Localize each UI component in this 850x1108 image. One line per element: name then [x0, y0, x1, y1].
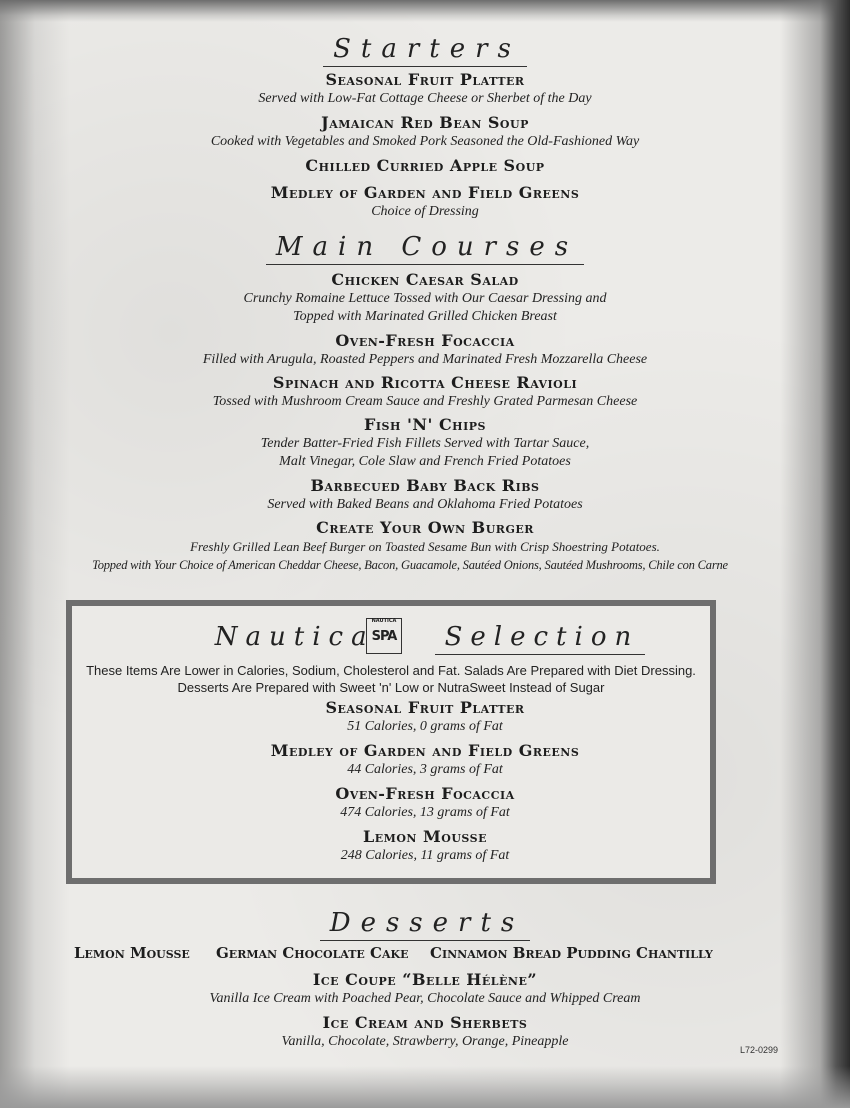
starter-item: Seasonal Fruit Platter Served with Low-Fat Cottage Cheese or Sherbet of the Day [258, 70, 592, 106]
page-edge-bottom [0, 1066, 850, 1108]
nautica-item: Lemon Mousse 248 Calories, 11 grams of Fat [340, 827, 510, 863]
nautica-item: Seasonal Fruit Platter 51 Calories, 0 grams of Fat [325, 698, 525, 734]
menu-code: L72-0299 [740, 1045, 779, 1055]
main-course-item: Chicken Caesar Salad Crunchy Romaine Lettuce Tossed with Our Caesar Dressing and Topped with Marinated Grilled Chicken Breast [243, 270, 607, 324]
main-course-item: Barbecued Baby Back Ribs Served with Baked Beans and Oklahoma Fried Potatoes [267, 476, 583, 512]
dessert-item: Ice Cream and Sherbets Vanilla, Chocolate, Strawberry, Orange, Pineapple [281, 1013, 569, 1049]
starter-item: Chilled Curried Apple Soup [305, 156, 545, 175]
dessert-item: Ice Coupe “Belle Hélène” Vanilla Ice Cream with Poached Pear, Chocolate Sauce and Whipped Cream [209, 970, 641, 1006]
main-course-item: Fish 'N' Chips Tender Batter-Fried Fish Fillets Served with Tartar Sauce, Malt Vinegar, Cole Slaw and French Fried Potatoes [260, 415, 590, 469]
nautica-item: Medley of Garden and Field Greens 44 Calories, 3 grams of Fat [270, 741, 580, 777]
main-course-item: Oven-Fresh Focaccia Filled with Arugula, Roasted Peppers and Marinated Fresh Mozzarella Cheese [202, 331, 648, 367]
desserts-heading: Desserts [0, 908, 850, 938]
nautica-note-line-2: Desserts Are Prepared with Sweet 'n' Low or NutraSweet Instead of Sugar [177, 680, 605, 695]
nautica-item: Oven-Fresh Focaccia 474 Calories, 13 grams of Fat [335, 784, 515, 820]
starters-heading: Starters [0, 34, 850, 64]
page-edge-top [0, 0, 850, 22]
dessert-row [0, 944, 850, 966]
starter-item: Medley of Garden and Field Greens Choice of Dressing [270, 183, 580, 219]
main-courses-heading: Main Courses [0, 232, 850, 262]
main-course-item: Create Your Own Burger Freshly Grilled Lean Beef Burger on Toasted Sesame Bun with Crisp Shoestring Potatoes. Topped with Your Choice of American Cheddar Cheese, Bacon, Guacamole, Sautéed Onions, Sautéed Mushrooms, Chile con Carne [92, 518, 728, 572]
main-course-item: Spinach and Ricotta Cheese Ravioli Tossed with Mushroom Cream Sauce and Freshly Grated Parmesan Cheese [212, 373, 638, 409]
nautica-spa-logo: NAUTICA SPA [366, 618, 402, 654]
dessert-item: Lemon Mousse [74, 944, 190, 962]
nautica-heading: Nautica Selection [0, 622, 850, 652]
dessert-item: German Chocolate Cake [216, 944, 409, 962]
nautica-note-line-1: These Items Are Lower in Calories, Sodium, Cholesterol and Fat. Salads Are Prepared with Diet Dressing. [86, 663, 696, 678]
dessert-item: Cinnamon Bread Pudding Chantilly [430, 944, 713, 962]
starter-item: Jamaican Red Bean Soup Cooked with Vegetables and Smoked Pork Seasoned the Old-Fashioned Way [210, 113, 640, 149]
